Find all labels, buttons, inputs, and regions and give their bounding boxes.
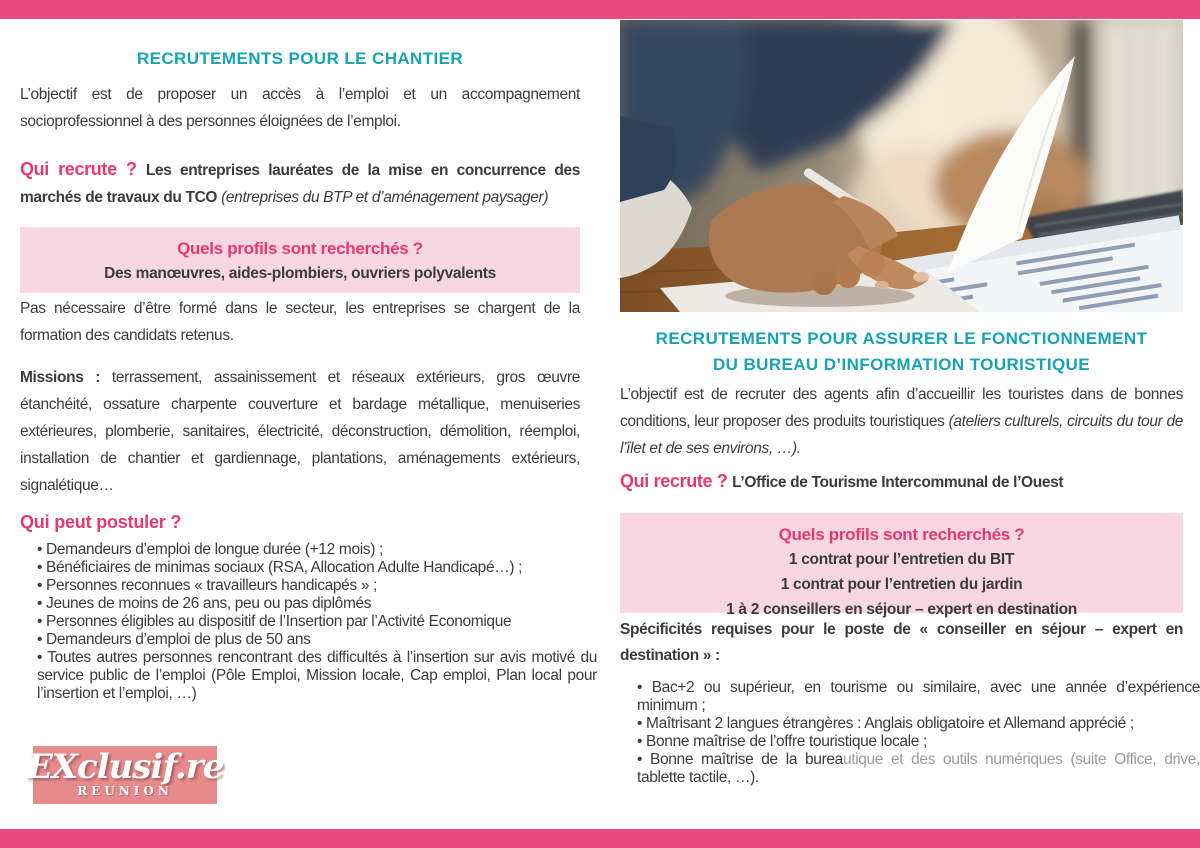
bottom-accent-bar: [0, 829, 1200, 848]
profils-box-line: Des manœuvres, aides-plombiers, ouvriers polyvalents: [104, 265, 496, 282]
list-item: • Toutes autres personnes rencontrant des difficultés à l’insertion sur avis motivé du service public de l’emploi (Pôle Emploi, Mission locale, Cap emploi, Plan local pour l’insertion et l’emploi, …): [37, 649, 597, 703]
right-profils-box: [620, 513, 1183, 618]
list-item: • Demandeurs d’emploi de longue durée (+12 mois) ;: [37, 541, 597, 559]
left-missions-paragraph: [20, 364, 580, 499]
profils-box-line: 1 contrat pour l’entretien du BIT: [788, 551, 1015, 568]
left-profils-box: [20, 227, 580, 293]
missions-label: Missions :: [20, 369, 112, 386]
list-item: • Personnes reconnues « travailleurs handicapés » ;: [37, 577, 597, 595]
qui-recrute-answer: L’Office de Tourisme Intercommunal de l’Ouest: [732, 474, 1064, 491]
right-title-line2: DU BUREAU D’INFORMATION TOURISTIQUE: [713, 355, 1090, 374]
list-item: • Bac+2 ou supérieur, en tourisme ou similaire, avec une année d’expérience minimum ;: [637, 679, 1200, 715]
left-qui-recrute-paragraph: [20, 156, 580, 211]
watermark-logo-subtext: REUNION: [77, 784, 173, 798]
list-item: • Maîtrisant 2 langues étrangères : Anglais obligatoire et Allemand apprécié ;: [637, 715, 1200, 733]
list-item: • Bonne maîtrise de l’offre touristique locale ;: [637, 733, 1200, 751]
profils-box-line: 1 contrat pour l’entretien du jardin: [780, 576, 1023, 593]
left-postuler-heading: Qui peut postuler ?: [20, 512, 182, 532]
photo-illustration: [620, 20, 1183, 312]
list-item: • Bénéficiaires de minimas sociaux (RSA, Allocation Adulte Handicapé…) ;: [37, 559, 597, 577]
list-item: • Demandeurs d’emploi de plus de 50 ans: [37, 631, 597, 649]
left-section-title: RECRUTEMENTS POUR LE CHANTIER: [136, 49, 464, 68]
list-item: • Jeunes de moins de 26 ans, peu ou pas diplômés: [37, 595, 597, 613]
right-qui-recrute-paragraph: [620, 468, 1183, 496]
missions-text: terrassement, assainissement et réseaux extérieurs, gros œuvre étanchéité, ossature charpente couverture et bardage métallique, menuiseries extérieures, plomberie, sanitaires, électricité, déconstruction, démolition, réemploi, installation de chantier et gardiennage, plantations, aménagements extérieurs, signalétique…: [20, 369, 581, 494]
bullet-text-dark: tablette tactile, …).: [637, 769, 759, 786]
top-accent-bar: [0, 0, 1200, 19]
list-item: [637, 751, 1200, 787]
qui-recrute-detail: (entreprises du BTP et d’aménagement paysager): [221, 189, 549, 206]
right-title-line1: RECRUTEMENTS POUR ASSURER LE FONCTIONNEMENT: [655, 329, 1148, 348]
right-section-title: [620, 326, 1183, 378]
candidate-review-photo: [620, 20, 1183, 312]
exclusif-reunion-watermark: [26, 746, 224, 804]
profils-box-line: 1 à 2 conseillers en séjour – expert en destination: [726, 601, 1077, 618]
qui-recrute-label: Qui recrute ?: [620, 471, 733, 491]
list-item: • Personnes éligibles au dispositif de l’Insertion par l’Activité Economique: [37, 613, 597, 631]
profils-box-title: Quels profils sont recherchés ?: [778, 525, 1025, 544]
qui-recrute-answer: Les entreprises lauréates de la mise en concurrence des marchés de travaux du TCO: [20, 162, 580, 206]
left-formation-paragraph: Pas nécessaire d’être formé dans le secteur, les entreprises se chargent de la formation des candidats retenus.: [20, 300, 580, 344]
profils-box-title: Quels profils sont recherchés ?: [177, 239, 423, 258]
right-intro-text: L’objectif est de recruter des agents afin d’accueillir les touristes dans de bonnes conditions, leur proposer des produits touristiques: [620, 386, 1183, 430]
qui-recrute-label: Qui recrute ?: [20, 159, 146, 179]
right-intro-paragraph: [620, 381, 1183, 462]
right-requirements-list: [620, 679, 1200, 787]
right-intro-detail: (ateliers culturels, circuits du tour de l’îlet et de ses environs, …).: [620, 413, 1183, 457]
bullet-text-faded: utique et des outils numériques (suite Office, drive,: [842, 751, 1200, 768]
left-postuler-list: [20, 541, 597, 703]
watermark-logo-text: EXclusif.re: [26, 747, 224, 787]
left-intro-paragraph: L’objectif est de proposer un accès à l’emploi et un accompagnement socioprofessionnel à des personnes éloignées de l’emploi.: [20, 86, 580, 130]
right-specificites-paragraph: Spécificités requises pour le poste de « conseiller en séjour – expert en destination » :: [620, 621, 1183, 664]
bullet-text-dark: Bonne maîtrise de la burea: [650, 751, 843, 768]
